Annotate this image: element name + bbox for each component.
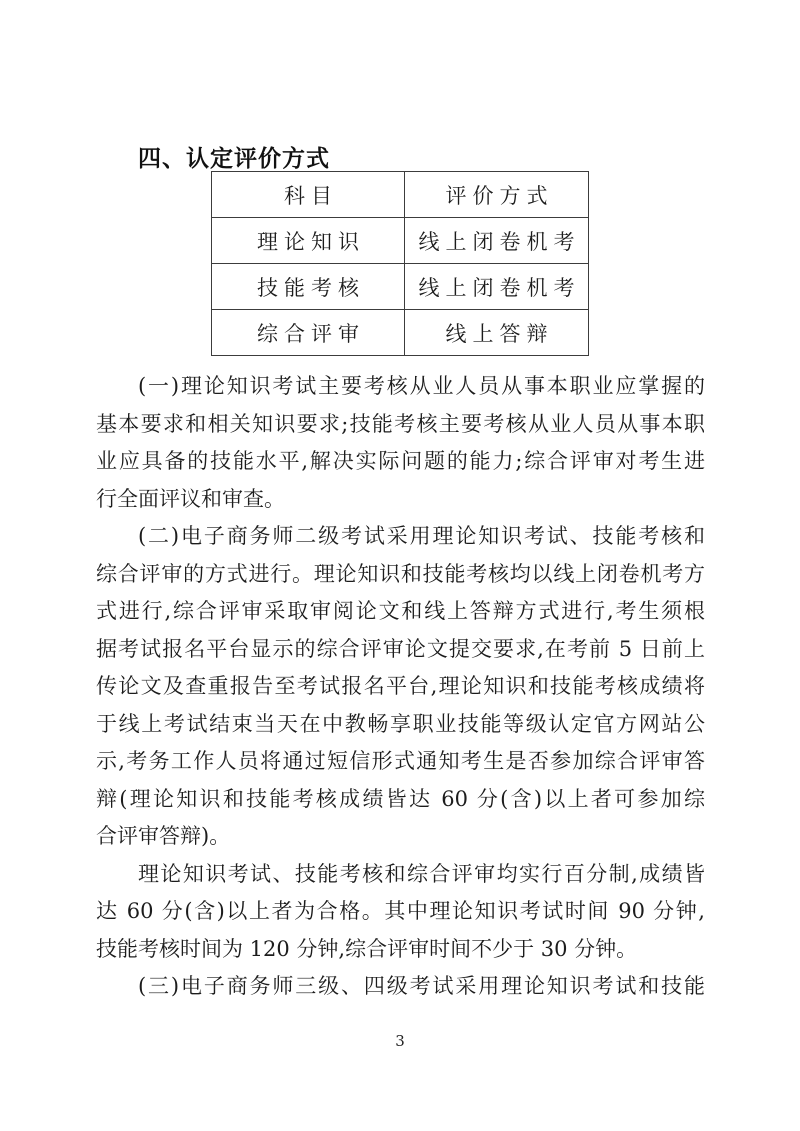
body-line: 理论知识考试、技能考核和综合评审均实行百分制,成绩皆 (138, 861, 705, 886)
section-heading: 四、认定评价方式 (138, 145, 330, 171)
body-line: 传论文及查重报告至考试报名平台,理论知识和技能考核成绩将 (96, 674, 705, 698)
body-line: 于线上考试结束当天在中教畅享职业技能等级认定官方网站公 (96, 711, 705, 736)
body-line: 基本要求和相关知识要求;技能考核主要考核从业人员从事本职 (96, 411, 705, 436)
body-line: (二)电子商务师二级考试采用理论知识考试、技能考核和 (138, 524, 705, 548)
body-line: 技能考核时间为 120 分钟,综合评审时间不少于 30 分钟。 (96, 936, 638, 961)
body-line: 式进行,综合评审采取审阅论文和线上答辩方式进行,考生须根 (96, 599, 705, 623)
paragraph-1 (96, 368, 705, 518)
table-cell-subject: 技能考核 (212, 264, 405, 310)
body-line: 综合评审的方式进行。理论知识和技能考核均以线上闭卷机考方 (96, 561, 705, 586)
table-row (212, 310, 589, 356)
body-line: 业应具备的技能水平,解决实际问题的能力;综合评审对考生进 (96, 449, 705, 473)
body-line: 据考试报名平台显示的综合评审论文提交要求,在考前 5 日前上 (96, 636, 705, 661)
body-line: (一)理论知识考试主要考核从业人员从事本职业应掌握的 (138, 374, 705, 398)
table-header-subject: 科目 (212, 172, 405, 218)
table-cell-method: 线上闭卷机考 (405, 218, 589, 264)
paragraph-3 (96, 856, 705, 969)
body-line: 辩(理论知识和技能考核成绩皆达 60 分(含)以上者可参加综 (96, 786, 705, 811)
paragraph-4 (96, 968, 705, 1006)
body-line: 示,考务工作人员将通过短信形式通知考生是否参加综合评审答 (96, 749, 705, 773)
table-header-row (212, 172, 589, 218)
body-line: 合评审答辩)。 (96, 824, 231, 848)
paragraph-2 (96, 518, 705, 856)
table-cell-method: 线上闭卷机考 (405, 264, 589, 310)
evaluation-method-table (211, 171, 589, 356)
table-cell-subject: 理论知识 (212, 218, 405, 264)
table-header-method: 评价方式 (405, 172, 589, 218)
body-line: (三)电子商务师三级、四级考试采用理论知识考试和技能 (138, 974, 705, 998)
body-text (96, 368, 705, 1006)
table-cell-method: 线上答辩 (405, 310, 589, 356)
page-number: 3 (395, 1032, 405, 1050)
body-line: 行全面评议和审查。 (96, 486, 285, 511)
table-row (212, 218, 589, 264)
table-cell-subject: 综合评审 (212, 310, 405, 356)
table-row (212, 264, 589, 310)
body-line: 达 60 分(含)以上者为合格。其中理论知识考试时间 90 分钟, (96, 899, 705, 923)
